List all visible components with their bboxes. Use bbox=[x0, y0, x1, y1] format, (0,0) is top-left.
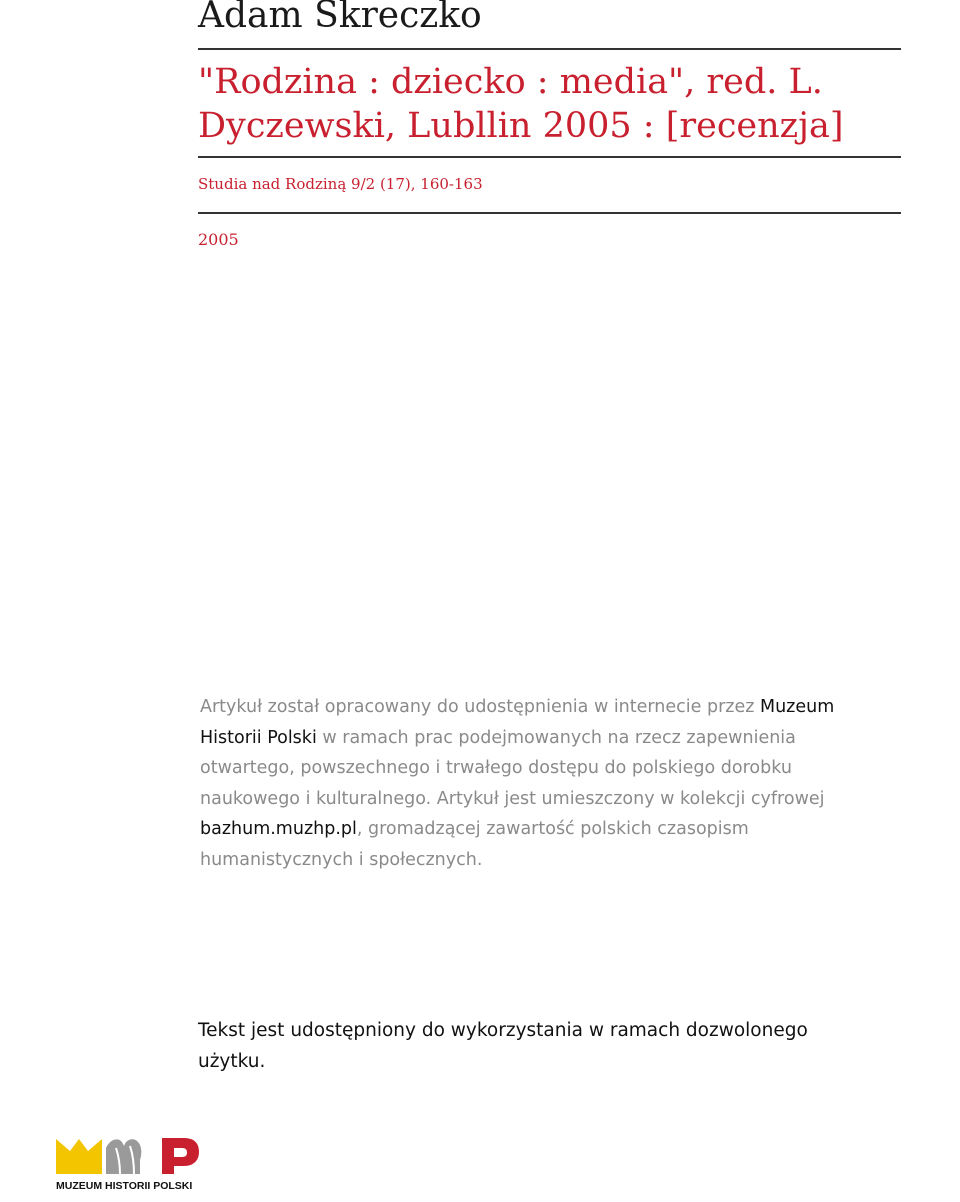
usage-statement: Tekst jest udostępniony do wykorzystania w ramach dozwolonego użytku. bbox=[198, 1020, 808, 1072]
logo-eagle-icon bbox=[106, 1139, 141, 1174]
journal-reference: Studia nad Rodziną 9/2 (17), 160-163 bbox=[198, 175, 483, 193]
availability-notice bbox=[200, 692, 890, 875]
logo-p-letter-icon bbox=[162, 1138, 199, 1174]
notice-text-3: , gromadzącej zawartość polskich czasopism humanistycznych i społecznych. bbox=[200, 819, 749, 870]
notice-text-1: Artykuł został opracowany do udostępnienia w internecie przez bbox=[200, 697, 760, 717]
museum-name: Muzeum Historii Polski bbox=[200, 697, 835, 748]
divider-journal bbox=[198, 212, 901, 214]
divider-title bbox=[198, 156, 901, 158]
article-title: "Rodzina : dziecko : media", red. L. Dyczewski, Lubllin 2005 : [recenzja] bbox=[198, 62, 844, 146]
logo-caption: MUZEUM HISTORII POLSKI bbox=[56, 1180, 193, 1192]
divider-top bbox=[198, 48, 901, 50]
logo-crown-icon bbox=[56, 1139, 102, 1174]
notice-text-2: w ramach prac podejmowanych na rzecz zapewnienia otwartego, powszechnego i trwałego dostępu do polskiego dorobku naukowego i kulturalnego. Artykuł jest umieszczony w kolekcji cyfrowej bbox=[200, 727, 825, 809]
collection-link[interactable]: bazhum.muzhp.pl bbox=[200, 819, 357, 839]
author-name: Adam Skreczko bbox=[198, 0, 482, 36]
publication-year: 2005 bbox=[198, 230, 239, 249]
